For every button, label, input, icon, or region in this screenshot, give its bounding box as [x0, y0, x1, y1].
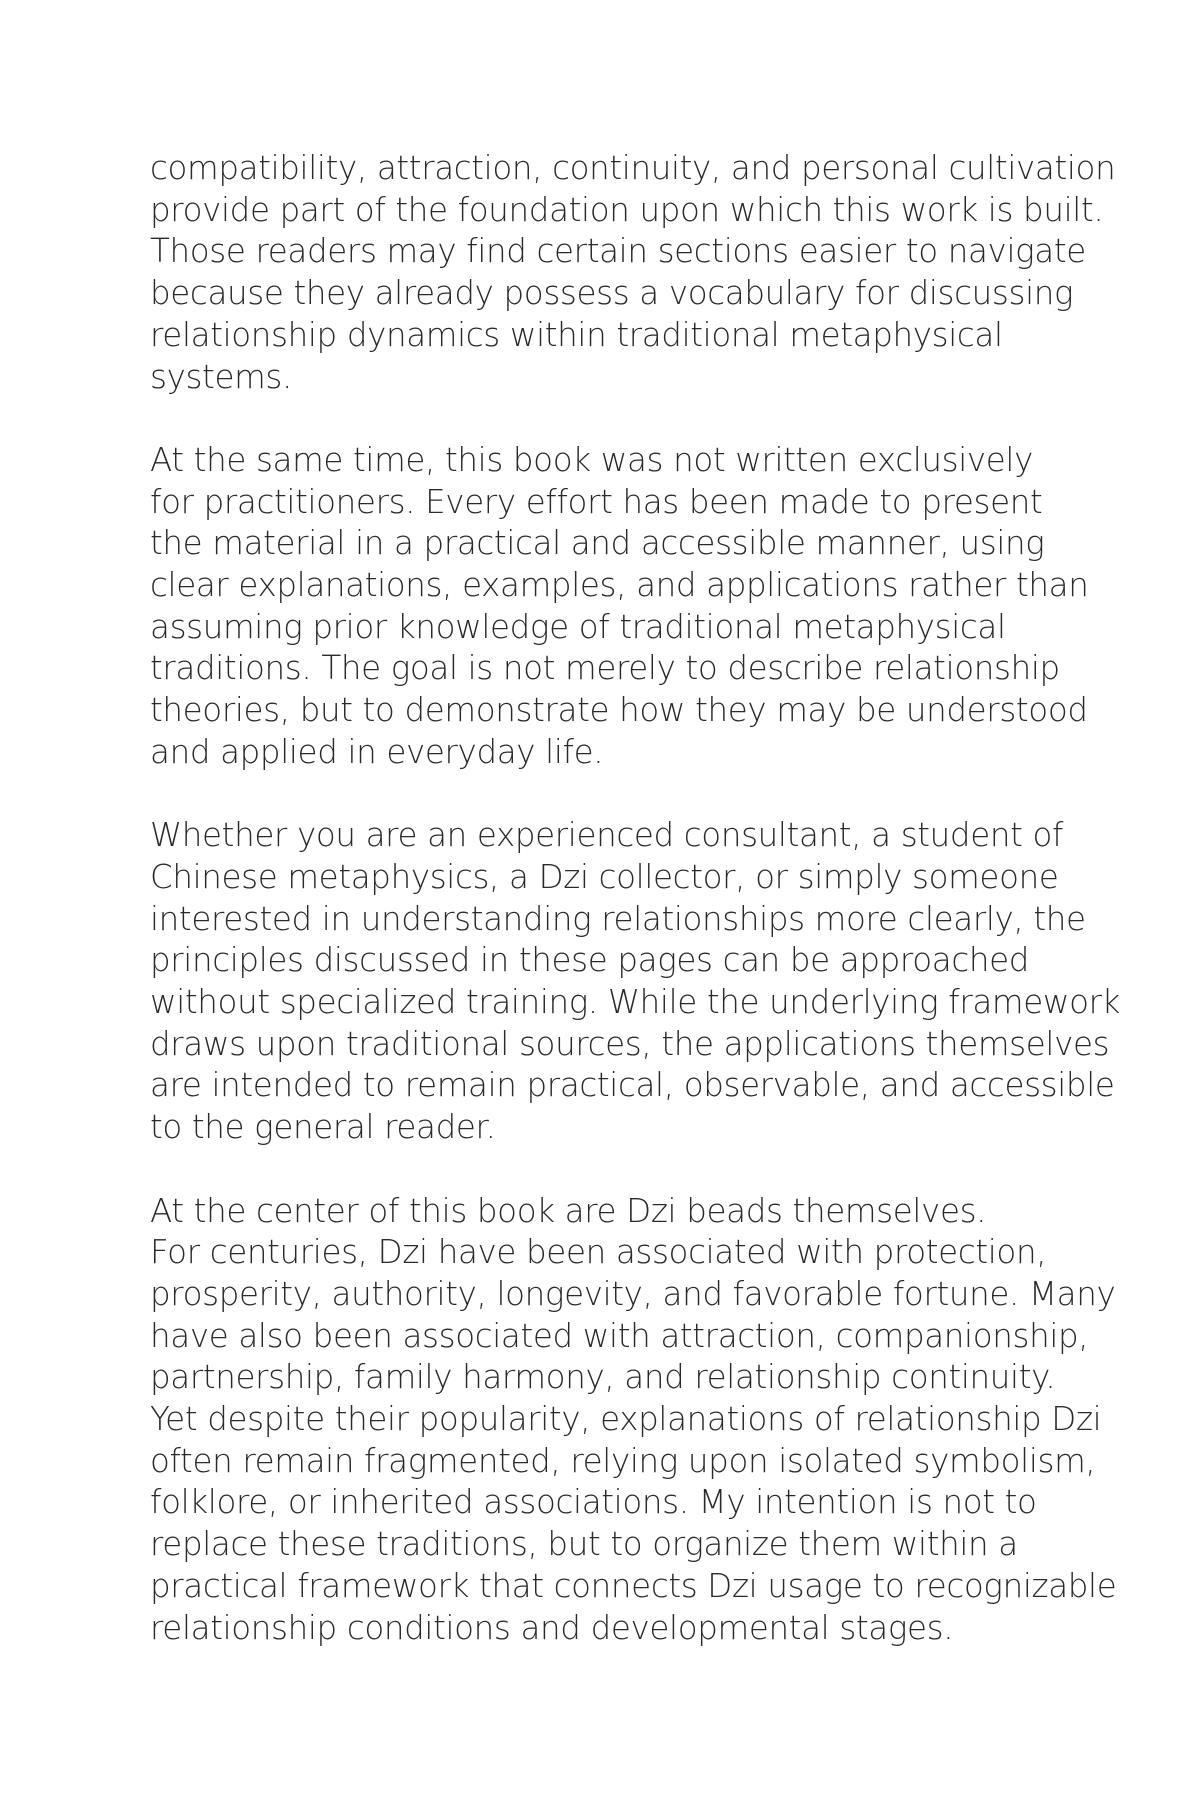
text-line: replace these traditions, but to organize them within a [150, 1525, 1018, 1564]
text-line: Chinese metaphysics, a Dzi collector, or simply someone [150, 857, 1059, 896]
text-line: have also been associated with attraction, companionship, [150, 1316, 1089, 1355]
text-line: prosperity, authority, longevity, and favorable fortune. Many [150, 1274, 1116, 1313]
text-line: Whether you are an experienced consultant, a student of [150, 816, 1064, 855]
text-line: often remain fragmented, relying upon isolated symbolism, [150, 1441, 1096, 1480]
text-line: to the general reader. [150, 1108, 496, 1147]
text-line: and applied in everyday life. [150, 732, 604, 771]
paragraph-2 [150, 440, 1089, 774]
text-line: compatibility, attraction, continuity, and personal cultivation [150, 149, 1116, 187]
paragraph-3 [150, 815, 1121, 1149]
text-line: because they already possess a vocabulary for discussing [150, 274, 1074, 313]
text-line: relationship conditions and developmental stages. [150, 1608, 954, 1647]
paragraph-4 [150, 1191, 1117, 1650]
text-line: without specialized training. While the underlying framework [150, 983, 1121, 1022]
text-line: folklore, or inherited associations. My intention is not to [150, 1483, 1037, 1522]
text-line: the material in a practical and accessible manner, using [150, 524, 1045, 563]
text-line: principles discussed in these pages can be approached [150, 941, 1030, 980]
text-line: relationship dynamics within traditional metaphysical [150, 315, 1003, 354]
text-line: systems. [150, 357, 292, 396]
text-line: Yet despite their popularity, explanations of relationship Dzi [150, 1400, 1102, 1439]
text-line: theories, but to demonstrate how they may be understood [150, 691, 1088, 730]
text-line: clear explanations, examples, and applications rather than [150, 566, 1089, 605]
body-text [150, 148, 1121, 1649]
text-line: assuming prior knowledge of traditional metaphysical [150, 607, 1006, 646]
text-line: practical framework that connects Dzi usage to recognizable [150, 1566, 1117, 1605]
text-line: draws upon traditional sources, the applications themselves [150, 1024, 1110, 1063]
text-line: partnership, family harmony, and relationship continuity. [150, 1358, 1056, 1397]
text-line: At the center of this book are Dzi beads themselves. [150, 1191, 987, 1230]
text-line: interested in understanding relationships more clearly, the [150, 899, 1086, 938]
text-line: are intended to remain practical, observable, and accessible [150, 1066, 1115, 1105]
text-line: Those readers may find certain sections easier to navigate [150, 232, 1086, 271]
text-line: for practitioners. Every effort has been made to present [150, 482, 1043, 521]
paragraph-1 [150, 148, 1116, 398]
text-line: At the same time, this book was not written exclusively [150, 440, 1033, 479]
text-line: traditions. The goal is not merely to describe relationship [150, 649, 1060, 688]
text-line: provide part of the foundation upon which this work is built. [150, 190, 1104, 229]
text-line: For centuries, Dzi have been associated with protection, [150, 1233, 1047, 1272]
